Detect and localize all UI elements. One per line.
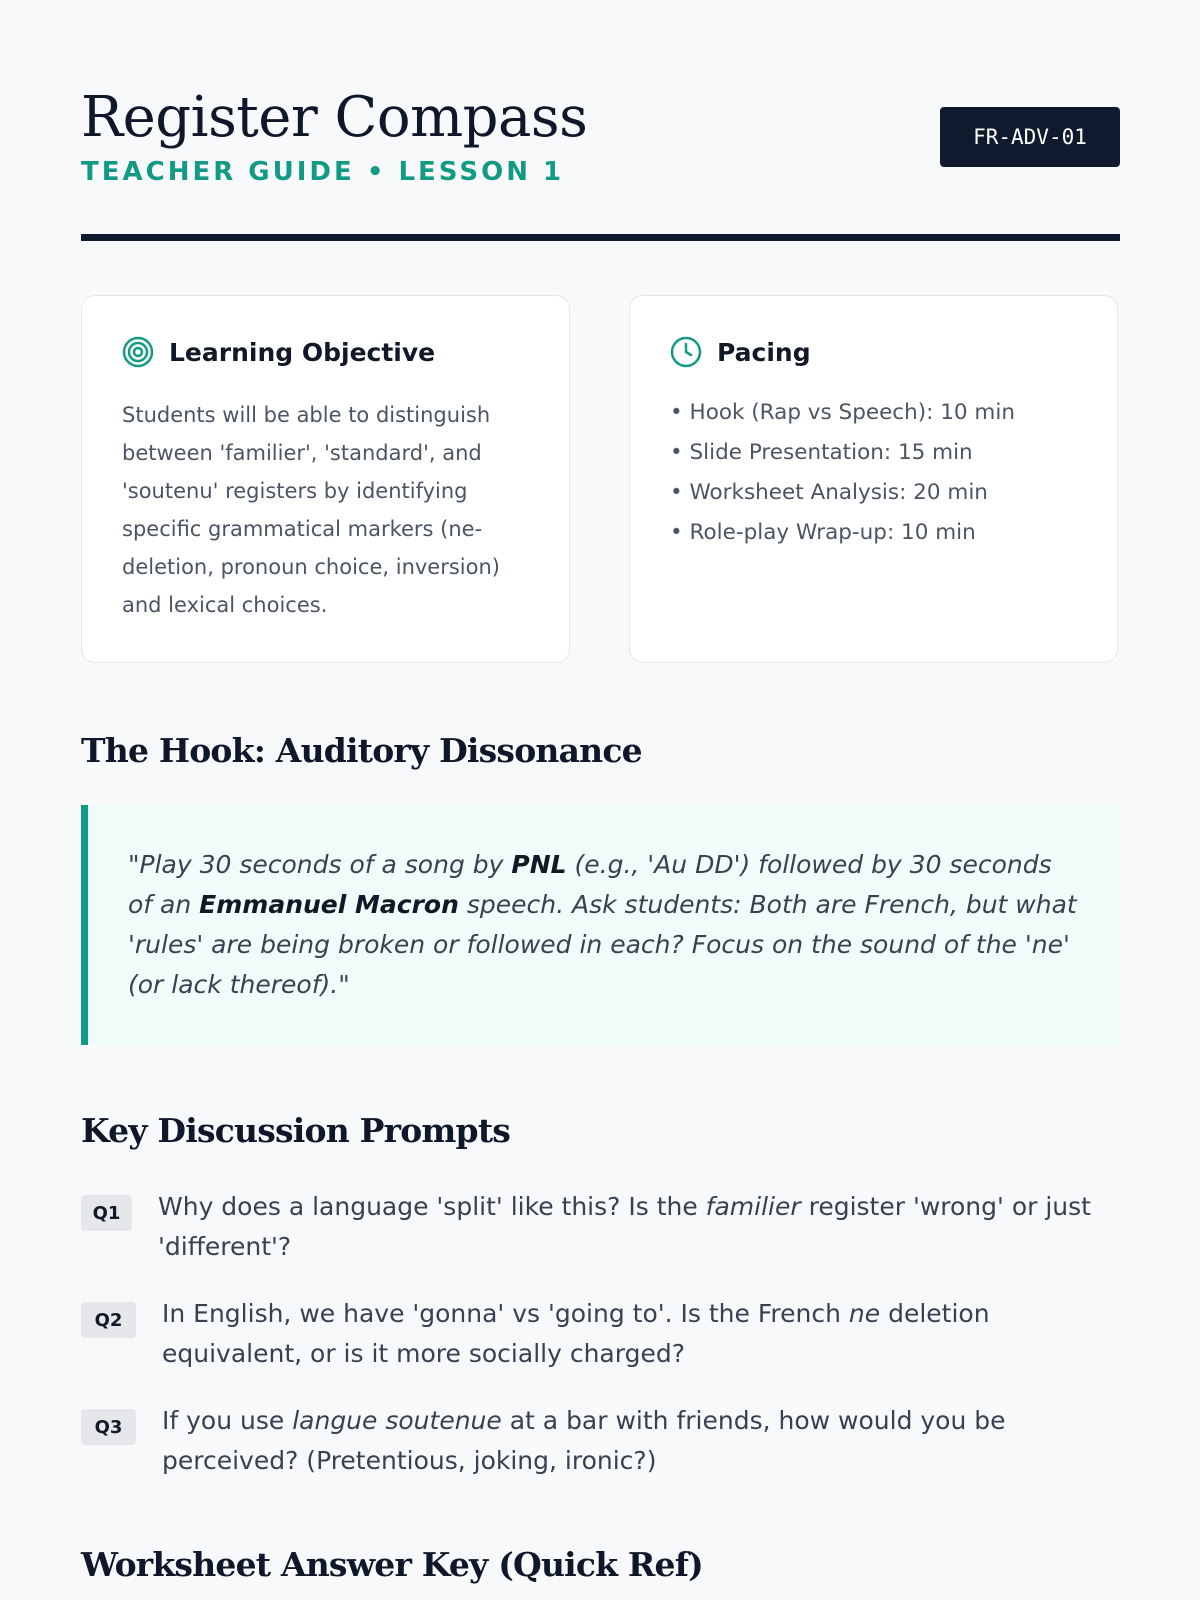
prompt-term: ne — [848, 1299, 881, 1328]
question-badge: Q1 — [81, 1195, 132, 1231]
clock-icon — [670, 336, 702, 368]
hook-quote-text: (e.g., 'Au DD') followed by 30 seconds of an — [128, 850, 1052, 919]
hook-callout — [81, 805, 1120, 1045]
question-badge: Q2 — [81, 1302, 136, 1338]
pacing-list — [670, 393, 1015, 553]
hook-quote-text: speech. Ask students: Both are French, but what 'rules' are being broken or followed in each? Focus on the sound of the 'ne' (or lack thereof)." — [128, 890, 1077, 999]
target-icon — [122, 336, 154, 368]
pacing-title: Pacing — [717, 337, 811, 367]
answer-key-section-title: Worksheet Answer Key (Quick Ref) — [81, 1545, 703, 1584]
info-cards — [81, 295, 1120, 665]
prompt-text-part: deletion equivalent, or is it more socially charged? — [162, 1299, 990, 1368]
pacing-card — [629, 295, 1118, 663]
pacing-item: • Role-play Wrap-up: 10 min — [670, 513, 1015, 553]
prompt-text-part: In English, we have 'gonna' vs 'going to'. Is the French — [162, 1299, 849, 1328]
page-subtitle: TEACHER GUIDE • LESSON 1 — [81, 157, 565, 187]
prompt-term: langue soutenue — [292, 1406, 502, 1435]
learning-objective-header — [122, 336, 435, 368]
hook-quote — [128, 845, 1083, 1005]
prompt-text — [162, 1294, 1112, 1374]
hook-section-title: The Hook: Auditory Dissonance — [81, 731, 642, 770]
hook-quote-speaker: Emmanuel Macron — [199, 890, 459, 919]
pacing-item: • Hook (Rap vs Speech): 10 min — [670, 393, 1015, 433]
pacing-item: • Slide Presentation: 15 min — [670, 433, 1015, 473]
learning-objective-title: Learning Objective — [169, 337, 436, 367]
hook-quote-artist: PNL — [511, 850, 567, 879]
prompt-text-part: Why does a language 'split' like this? Is the — [158, 1192, 706, 1221]
page-header — [81, 0, 1120, 242]
prompt-term: familier — [705, 1192, 801, 1221]
lesson-code-badge: FR-ADV-01 — [940, 107, 1120, 167]
hook-quote-text: "Play 30 seconds of a song by — [128, 850, 512, 879]
prompt-text — [162, 1401, 1052, 1481]
discussion-section-title: Key Discussion Prompts — [81, 1111, 511, 1150]
learning-objective-text: Students will be able to distinguish between 'familier', 'standard', and 'soutenu' registers by identifying specific grammatical markers (ne-deletion, pronoun choice, inversion) and lexical choices. — [122, 403, 500, 617]
page-title: Register Compass — [81, 85, 588, 150]
pacing-header — [670, 336, 811, 368]
question-badge: Q3 — [81, 1409, 136, 1445]
prompt-text-part: register 'wrong' or just 'different'? — [158, 1192, 1091, 1261]
pacing-item: • Worksheet Analysis: 20 min — [670, 473, 1015, 513]
learning-objective-card — [81, 295, 570, 663]
header-divider — [81, 234, 1120, 241]
prompt-text-part: If you use — [162, 1406, 293, 1435]
teacher-guide-page — [81, 0, 1120, 1584]
prompt-text — [158, 1187, 1118, 1267]
prompt-text-part: at a bar with friends, how would you be perceived? (Pretentious, joking, ironic?) — [162, 1406, 1006, 1475]
